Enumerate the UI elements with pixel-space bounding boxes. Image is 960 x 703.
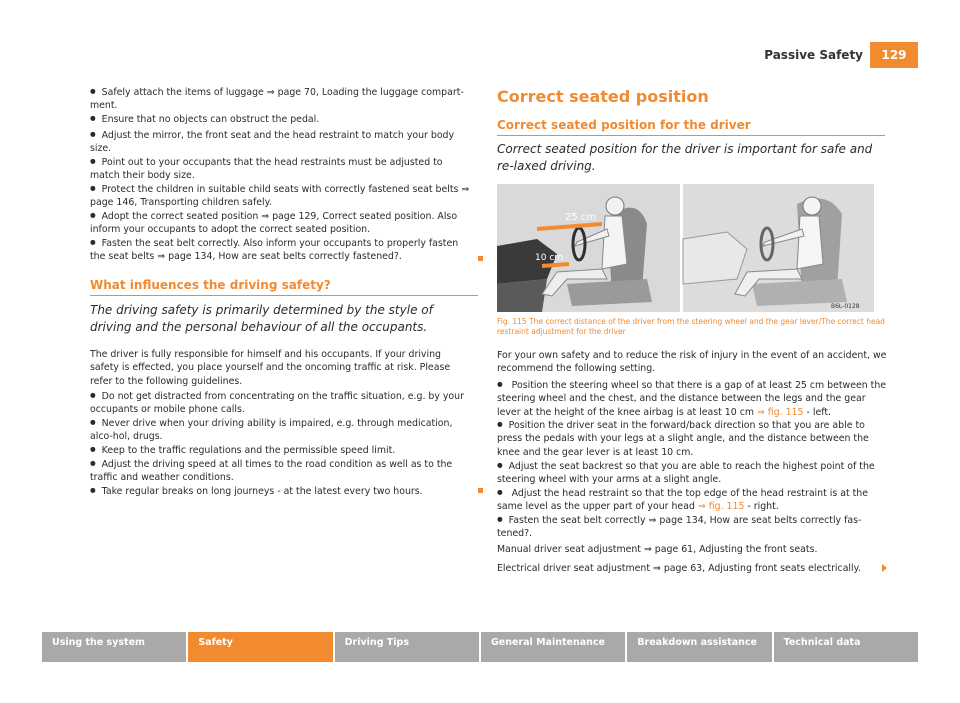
tab-breakdown-assistance[interactable]: Breakdown assistance: [627, 632, 771, 662]
sub-heading: Correct seated position for the driver: [497, 118, 885, 136]
section-heading: What influences the driving safety?: [90, 278, 478, 296]
bullet-item: ● Ensure that no objects can obstruct the pedal.: [90, 112, 470, 126]
distance-label-25: 25 cm: [565, 212, 597, 223]
bullet-item: ● Position the driver seat in the forward/back direction so that you are able to press the pedals with your legs at a slight angle, and the distance between the knee and the gear lever is at least 10 cm.: [497, 418, 887, 459]
tab-using-the-system[interactable]: Using the system: [42, 632, 186, 662]
section-end-marker: [478, 488, 483, 493]
figure-caption: Fig. 115 The correct distance of the driver from the steering wheel and the gear lever/The correct head restraint adjustment for the driver: [497, 317, 885, 336]
bullet-item: ● Take regular breaks on long journeys - at the latest every two hours.: [90, 484, 470, 498]
seated-position-illustration: [497, 184, 874, 312]
section-intro: The driver is fully responsible for himself and his occupants. If your driving safety is effected, you place yourself and the oncoming traffic at risk. Please refer to the following guidelines.: [90, 349, 451, 387]
running-header-title: Passive Safety: [764, 48, 863, 62]
bullet-item: ● Never drive when your driving ability is impaired, e.g. through medication, alco-hol, drugs.: [90, 416, 470, 444]
bullet-item: ● Adopt the correct seated position ⇒ page 129, Correct seated position. Also inform your occupants to adopt the correct seated position.: [90, 209, 470, 237]
bullet-item: ● Adjust the driving speed at all times to the road condition as well as to the traffic and weather conditions.: [90, 457, 470, 485]
bullet-text: - right.: [744, 501, 779, 513]
bullet-item: [497, 486, 887, 514]
page-number-badge: 129: [870, 42, 918, 68]
bullet-item: ● Do not get distracted from concentrating on the traffic situation, e.g. by your occupants or mobile phone calls.: [90, 389, 470, 417]
section-end-marker: [478, 256, 483, 261]
bullet-item: ● Keep to the traffic regulations and the permissible speed limit.: [90, 443, 470, 457]
section-lead: The driving safety is primarily determined by the style of driving and the personal behaviour of all the occupants.: [90, 303, 433, 334]
tab-driving-tips[interactable]: Driving Tips: [335, 632, 479, 662]
bullet-item: ● Point out to your occupants that the head restraints must be adjusted to match their body size.: [90, 155, 470, 183]
main-heading: Correct seated position: [497, 87, 709, 106]
sub-lead: Correct seated position for the driver is important for safe and re-laxed driving.: [497, 142, 873, 173]
figure-reference-link[interactable]: ⇒ fig. 115: [756, 406, 804, 418]
right-intro: For your own safety and to reduce the risk of injury in the event of an accident, we recommend the following setting.: [497, 350, 887, 375]
figure-code: B6L-0128: [831, 303, 860, 310]
figure-seated-position: [497, 184, 874, 312]
bullet-text: Adjust the head restraint so that the top edge of the head restraint is at the same level as the upper part of your head: [497, 488, 869, 513]
tab-general-maintenance[interactable]: General Maintenance: [481, 632, 625, 662]
manual-adjust-ref: Manual driver seat adjustment ⇒ page 61, Adjusting the front seats.: [497, 544, 818, 555]
figure-reference-link[interactable]: ⇒ fig. 115: [697, 501, 745, 513]
bullet-item: ● Protect the children in suitable child seats with correctly fastened seat belts ⇒ page 146, Transporting children safely.: [90, 182, 470, 210]
bullet-item: ● Safely attach the items of luggage ⇒ page 70, Loading the luggage compart-ment.: [90, 85, 470, 113]
figure-caption-wrap: [497, 317, 885, 337]
bullet-item: ● Fasten the seat belt correctly. Also inform your occupants to properly fasten the seat belts ⇒ page 134, How are seat belts correctly fastened?.: [90, 236, 470, 264]
tab-technical-data[interactable]: Technical data: [774, 632, 918, 662]
bullet-item: ● Adjust the mirror, the front seat and the head restraint to match your body size.: [90, 128, 470, 156]
bullet-text: Position the steering wheel so that there is a gap of at least 25 cm between the steering wheel and the chest, and the distance between the legs and the gear lever at the height of the knee airbag is at least 10 cm: [497, 380, 887, 418]
continue-arrow-icon: [882, 564, 887, 572]
bullet-item: [497, 378, 887, 419]
bullet-text: - left.: [803, 406, 832, 418]
bullet-item: ● Adjust the seat backrest so that you are able to reach the highest point of the steering wheel with your arms at a slight angle.: [497, 459, 887, 487]
bullet-item: ● Fasten the seat belt correctly ⇒ page 134, How are seat belts correctly fas-tened?.: [497, 513, 887, 541]
electric-adjust-ref: Electrical driver seat adjustment ⇒ page 63, Adjusting front seats electrically.: [497, 563, 861, 574]
chapter-tab-bar: [42, 632, 918, 662]
tab-safety[interactable]: Safety: [188, 632, 332, 662]
distance-label-10: 10 cm: [535, 253, 564, 263]
